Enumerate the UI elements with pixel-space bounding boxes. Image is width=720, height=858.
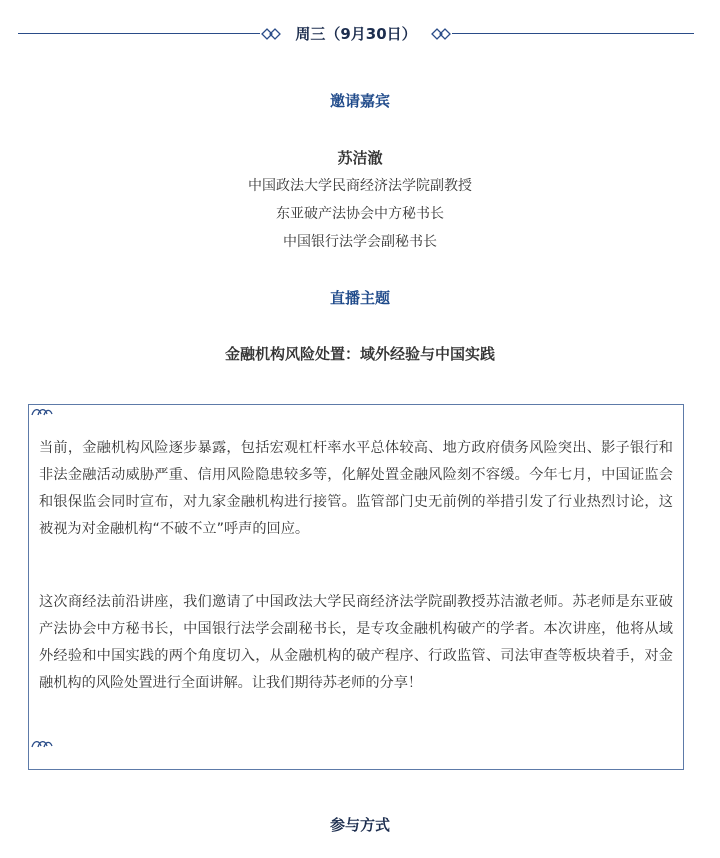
date-header bbox=[18, 22, 694, 46]
guest-section-title: 邀请嘉宾 bbox=[329, 92, 390, 110]
diamond-ornament-right-icon bbox=[429, 27, 451, 41]
intro-box bbox=[28, 404, 684, 770]
topic-section-title: 直播主题 bbox=[329, 289, 390, 307]
guest-title-1: 中国政法大学民商经济法学院副教授 bbox=[248, 178, 472, 194]
guest-title-3: 中国银行法学会副秘书长 bbox=[283, 234, 437, 250]
intro-paragraph-2: 这次商经法前沿讲座，我们邀请了中国政法大学民商经济法学院副教授苏洁澈老师。苏老师是东亚破产法协会中方秘书长，中国银行法学会副秘书长，是专攻金融机构破产的学者。本次讲座，他将从域外经验和中国实践的两个角度切入，从金融机构的破产程序、行政监管、司法审查等板块着手，对金融机构的风险处置进行全面讲解。让我们期待苏老师的分享！ bbox=[39, 594, 673, 691]
diamond-ornament-left-icon bbox=[261, 27, 283, 41]
guest-name: 苏洁澈 bbox=[337, 149, 383, 167]
guest-title-2: 东亚破产法协会中方秘书长 bbox=[276, 206, 444, 222]
header-line-left bbox=[18, 33, 260, 34]
date-title: 周三（9月30日） bbox=[295, 25, 417, 43]
wave-ornament-bottom-icon bbox=[31, 737, 53, 749]
participation-section-title: 参与方式 bbox=[329, 816, 390, 834]
intro-paragraph-1: 当前，金融机构风险逐步暴露，包括宏观杠杆率水平总体较高、地方政府债务风险突出、影子银行和非法金融活动威胁严重、信用风险隐患较多等，化解处置金融风险刻不容缓。今年七月，中国证监会和银保监会同时宣布，对九家金融机构进行接管。监管部门史无前例的举措引发了行业热烈讨论，这被视为对金融机构“不破不立”呼声的回应。 bbox=[39, 440, 673, 537]
header-line-right bbox=[452, 33, 694, 34]
topic-title: 金融机构风险处置：域外经验与中国实践 bbox=[224, 345, 495, 363]
wave-ornament-top-icon bbox=[31, 405, 53, 417]
